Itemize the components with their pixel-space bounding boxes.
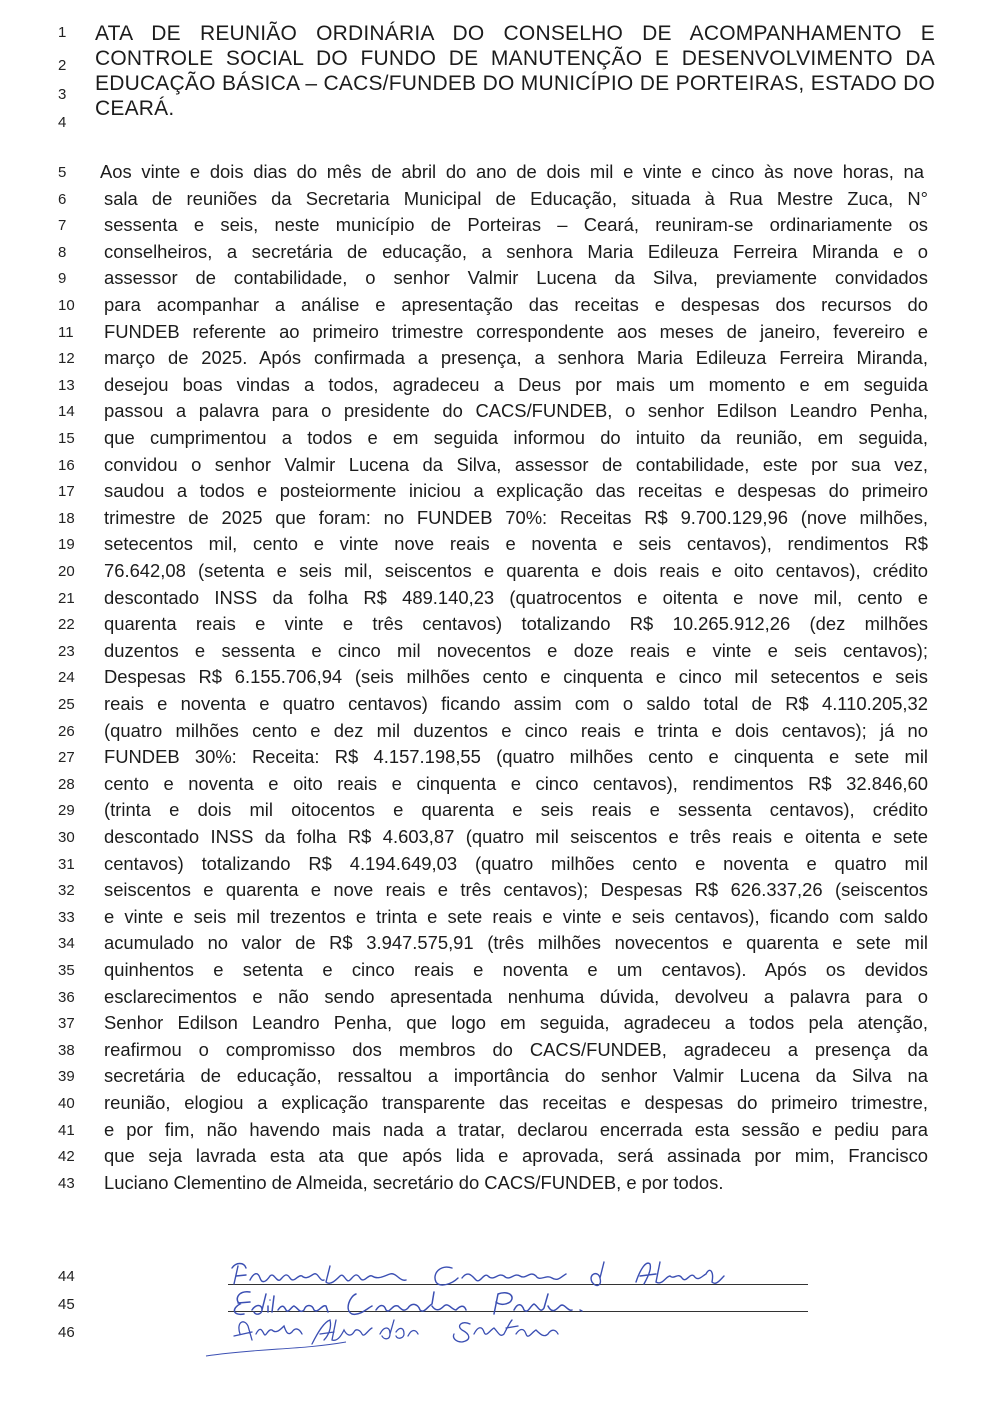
ink-flourish [206, 1342, 346, 1356]
body-line-18: trimestre de 2025 que foram: no FUNDEB 70%: Receitas R$ 9.700.129,96 (nove milhões, [104, 506, 928, 528]
body-line-6: sala de reuniões da Secretaria Municipal de Educação, situada à Rua Mestre Zuca, N° [104, 187, 928, 209]
line-number: 33 [58, 908, 75, 926]
body-line-38: reafirmou o compromisso dos membros do CACS/FUNDEB, agradeceu a presença da [104, 1038, 928, 1060]
line-number: 5 [58, 164, 67, 181]
line-number: 32 [58, 882, 75, 900]
body-line-35: quinhentos e setenta e cinco reais e noventa e um centavos). Após os devidos [104, 959, 928, 980]
line-number: 15 [58, 430, 75, 447]
line-number: 2 [58, 57, 67, 74]
body-line-41: e por fim, não havendo mais nada a tratar, declarou encerrada esta sessão e pediu para [104, 1118, 928, 1140]
line-number: 39 [58, 1068, 75, 1086]
line-number: 27 [58, 749, 75, 767]
body-line-36: esclarecimentos e não sendo apresentada nenhuma dúvida, devolveu a palavra para o [104, 985, 928, 1007]
body-line-9: assessor de contabilidade, o senhor Valmir Lucena da Silva, previamente convidados [104, 267, 928, 289]
body-line-28: cento e noventa e oito reais e cinquenta e cinco centavos), rendimentos R$ 32.846,60 [104, 772, 928, 794]
line-number: 16 [58, 456, 75, 474]
body-line-7: sessenta e seis, neste município de Porteiras – Ceará, reuniram-se ordinariamente os [104, 214, 928, 236]
line-number: 44 [58, 1268, 75, 1285]
body-line-17: saudou a todos e posteiormente iniciou a explicação das receitas e despesas do primeiro [104, 480, 928, 502]
body-line-22: quarenta reais e vinte e três centavos) totalizando R$ 10.265.912,26 (dez milhões [104, 613, 928, 635]
line-number: 10 [58, 297, 75, 314]
body-line-11: FUNDEB referente ao primeiro trimestre correspondente aos meses de janeiro, fevereiro e [104, 320, 928, 342]
body-line-32: seiscentos e quarenta e nove reais e três centavos); Despesas R$ 626.337,26 (seiscentos [104, 879, 928, 901]
line-number: 23 [58, 642, 75, 660]
body-line-13: desejou boas vindas a todos, agradeceu a Deus por mais um momento e em seguida [104, 373, 928, 395]
body-line-30: descontado INSS da folha R$ 4.603,87 (quatro mil seiscentos e três reais e oitenta e sete [104, 826, 928, 847]
line-number: 41 [58, 1121, 75, 1139]
body-line-25: reais e noventa e quatro centavos) ficando assim com o saldo total de R$ 4.110.205,32 [104, 693, 928, 714]
body-line-40: reunião, elogiou a explicação transparente das receitas e despesas do primeiro trimestre, [104, 1092, 928, 1113]
body-line-31: centavos) totalizando R$ 4.194.649,03 (quatro milhões cento e noventa e quatro mil [104, 852, 928, 874]
body-line-10: para acompanhar a análise e apresentação das receitas e despesas dos recursos do [104, 294, 928, 315]
line-number: 40 [58, 1095, 75, 1112]
line-number: 37 [58, 1015, 75, 1033]
body-line-8: conselheiros, a secretária de educação, a senhora Maria Edileuza Ferreira Miranda e o [104, 240, 928, 262]
signature-1 [232, 1262, 724, 1285]
body-line-21: descontado INSS da folha R$ 489.140,23 (quatrocentos e oitenta e nove mil, cento e [104, 586, 928, 608]
title-line-1: ATA DE REUNIÃO ORDINÁRIA DO CONSELHO DE ACOMPANHAMENTO E [95, 22, 935, 45]
body-line-33: e vinte e seis mil trezentos e trinta e sete reais e vinte e seis centavos), ficando com saldo [104, 905, 928, 927]
line-number: 6 [58, 190, 67, 208]
line-number: 18 [58, 509, 75, 527]
line-number: 34 [58, 935, 75, 953]
body-line-16: convidou o senhor Valmir Lucena da Silva, assessor de contabilidade, este por sua vez, [104, 453, 928, 475]
line-number: 7 [58, 217, 67, 235]
line-number: 45 [58, 1296, 75, 1313]
line-number: 9 [58, 270, 67, 288]
line-number: 3 [58, 86, 67, 103]
body-line-34: acumulado no valor de R$ 3.947.575,91 (três milhões novecentos e quarenta e sete mil [104, 932, 928, 954]
line-number: 38 [58, 1041, 75, 1059]
body-line-42: que seja lavrada esta ata que após lida e aprovada, será assinada por mim, Francisco [104, 1145, 928, 1167]
line-number: 46 [58, 1324, 75, 1341]
title-line-3: EDUCAÇÃO BÁSICA – CACS/FUNDEB DO MUNICÍPIO DE PORTEIRAS, ESTADO DO [95, 72, 935, 95]
body-line-14: passou a palavra para o presidente do CACS/FUNDEB, o senhor Edilson Leandro Penha, [104, 400, 928, 422]
body-line-39: secretária de educação, ressaltou a importância do senhor Valmir Lucena da Silva na [104, 1065, 928, 1087]
line-number: 25 [58, 696, 75, 713]
line-number: 42 [58, 1148, 75, 1166]
title-line-2: CONTROLE SOCIAL DO FUNDO DE MANUTENÇÃO E DESENVOLVIMENTO DA [95, 47, 935, 70]
body-line-15: que cumprimentou a todos e em seguida informou do intuito da reunião, em seguida, [104, 427, 928, 448]
signature-3 [234, 1320, 558, 1344]
line-number: 14 [58, 403, 75, 421]
line-number: 1 [58, 24, 67, 41]
body-line-23: duzentos e sessenta e cinco mil novecentos e doze reais e vinte e seis centavos); [104, 639, 928, 661]
line-number: 8 [58, 243, 67, 261]
line-number: 12 [58, 350, 75, 368]
line-number: 13 [58, 376, 75, 394]
body-line-26: (quatro milhões cento e dez mil duzentos e cinco reais e trinta e dois centavos); já no [104, 719, 928, 741]
line-number: 30 [58, 829, 75, 846]
body-line-19: setecentos mil, cento e vinte nove reais e noventa e seis centavos), rendimentos R$ [104, 533, 928, 555]
line-number: 22 [58, 616, 75, 634]
line-number: 19 [58, 536, 75, 554]
line-number: 31 [58, 855, 75, 873]
line-number: 29 [58, 802, 75, 820]
line-number: 21 [58, 589, 75, 607]
body-line-24: Despesas R$ 6.155.706,94 (seis milhões cento e cinquenta e cinco mil setecentos e seis [104, 666, 928, 688]
line-number: 26 [58, 722, 75, 740]
body-line-37: Senhor Edilson Leandro Penha, que logo em seguida, agradeceu a todos pela atenção, [104, 1012, 928, 1034]
line-number: 20 [58, 563, 75, 580]
title-line-4: CEARÁ. [95, 97, 175, 120]
body-line-27: FUNDEB 30%: Receita: R$ 4.157.198,55 (quatro milhões cento e cinquenta e sete mil [104, 746, 928, 768]
body-line-20: 76.642,08 (setenta e seis mil, seiscentos e quarenta e dois reais e oito centavos), crédito [104, 560, 928, 581]
line-number: 17 [58, 483, 75, 501]
body-line-29: (trinta e dois mil oitocentos e quarenta e seis reais e sessenta centavos), crédito [104, 799, 928, 821]
signature-2 [234, 1292, 582, 1315]
body-line-12: março de 2025. Após confirmada a presença, a senhora Maria Edileuza Ferreira Miranda, [104, 347, 928, 369]
body-line-5: Aos vinte e dois dias do mês de abril do ano de dois mil e vinte e cinco às nove horas, na [100, 161, 924, 182]
line-number: 28 [58, 775, 75, 793]
line-number: 43 [58, 1174, 75, 1192]
line-number: 24 [58, 669, 75, 687]
line-number: 11 [58, 323, 74, 341]
line-number: 4 [58, 114, 67, 131]
body-line-43: Luciano Clementino de Almeida, secretário do CACS/FUNDEB, e por todos. [104, 1171, 724, 1193]
line-number: 36 [58, 988, 75, 1006]
line-number: 35 [58, 962, 75, 979]
